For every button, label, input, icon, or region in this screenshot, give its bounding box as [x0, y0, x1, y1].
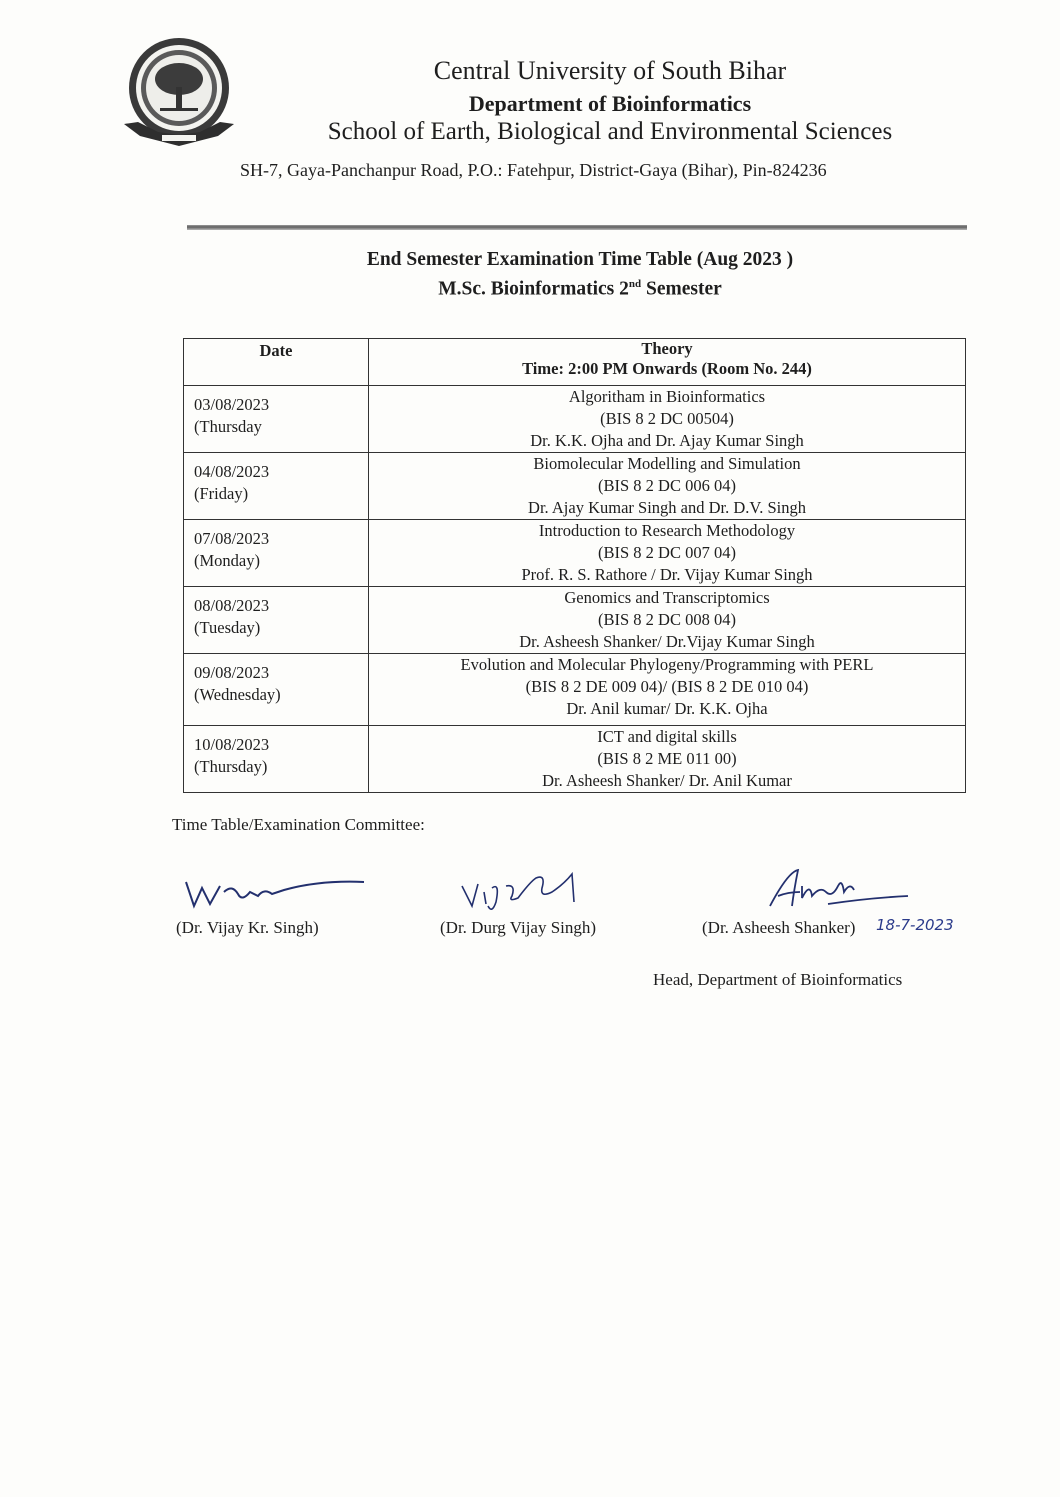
signatory-name: (Dr. Vijay Kr. Singh) — [176, 918, 319, 937]
address: SH-7, Gaya-Panchanpur Road, P.O.: Fatehpur, District-Gaya (Bihar), Pin-824236 — [240, 160, 827, 180]
header-divider — [187, 225, 967, 230]
signature-asheesh-shanker — [758, 862, 918, 918]
table-header-row — [184, 339, 966, 386]
university-name: Central University of South Bihar — [433, 56, 787, 85]
signature-durg-vijay-singh — [456, 862, 606, 918]
signatory-name: (Dr. Durg Vijay Singh) — [440, 918, 597, 937]
course-cell: ICT and digital skills (BIS 8 2 ME 011 00) Dr. Asheesh Shanker/ Dr. Anil Kumar — [369, 726, 966, 793]
course-cell: Algoritham in Bioinformatics (BIS 8 2 DC 00504) Dr. K.K. Ojha and Dr. Ajay Kumar Singh — [369, 386, 966, 453]
table-row — [184, 726, 966, 793]
signature-vijay-kr-singh — [180, 868, 370, 918]
school-name: School of Earth, Biological and Environmental Sciences — [327, 118, 893, 145]
signatory-name: (Dr. Asheesh Shanker) — [702, 918, 856, 937]
course-cell: Evolution and Molecular Phylogeny/Programming with PERL (BIS 8 2 DE 009 04)/ (BIS 8 2 DE 010 04) Dr. Anil kumar/ Dr. K.K. Ojha — [369, 654, 966, 726]
exam-title: End Semester Examination Time Table (Aug 2023 ) — [366, 249, 794, 270]
committee-label: Time Table/Examination Committee: — [172, 815, 425, 834]
exam-timetable — [183, 338, 966, 793]
date-cell: 03/08/2023 (Thursday — [184, 386, 369, 453]
table-row — [184, 520, 966, 587]
theory-time: Time: 2:00 PM Onwards (Room No. 244) — [522, 359, 812, 378]
handwritten-date: 18-7-2023 — [876, 916, 954, 934]
program-title: M.Sc. Bioinformatics 2nd Semester — [438, 278, 722, 300]
date-cell: 09/08/2023 (Wednesday) — [184, 654, 369, 726]
department-name: Department of Bioinformatics — [468, 91, 752, 116]
date-cell: 07/08/2023 (Monday) — [184, 520, 369, 587]
theory-column-header: Theory Time: 2:00 PM Onwards (Room No. 244) — [369, 339, 966, 386]
course-cell: Biomolecular Modelling and Simulation (BIS 8 2 DC 006 04) Dr. Ajay Kumar Singh and Dr. D.V. Singh — [369, 453, 966, 520]
table-row — [184, 453, 966, 520]
date-column-header: Date — [184, 339, 369, 386]
course-cell: Genomics and Transcriptomics (BIS 8 2 DC 008 04) Dr. Asheesh Shanker/ Dr.Vijay Kumar Singh — [369, 587, 966, 654]
table-row — [184, 386, 966, 453]
university-seal-logo — [118, 32, 240, 154]
table-row — [184, 654, 966, 726]
table-row — [184, 587, 966, 654]
date-cell: 04/08/2023 (Friday) — [184, 453, 369, 520]
head-designation: Head, Department of Bioinformatics — [653, 970, 903, 989]
date-cell: 10/08/2023 (Thursday) — [184, 726, 369, 793]
date-cell: 08/08/2023 (Tuesday) — [184, 587, 369, 654]
course-cell: Introduction to Research Methodology (BIS 8 2 DC 007 04) Prof. R. S. Rathore / Dr. Vijay Kumar Singh — [369, 520, 966, 587]
